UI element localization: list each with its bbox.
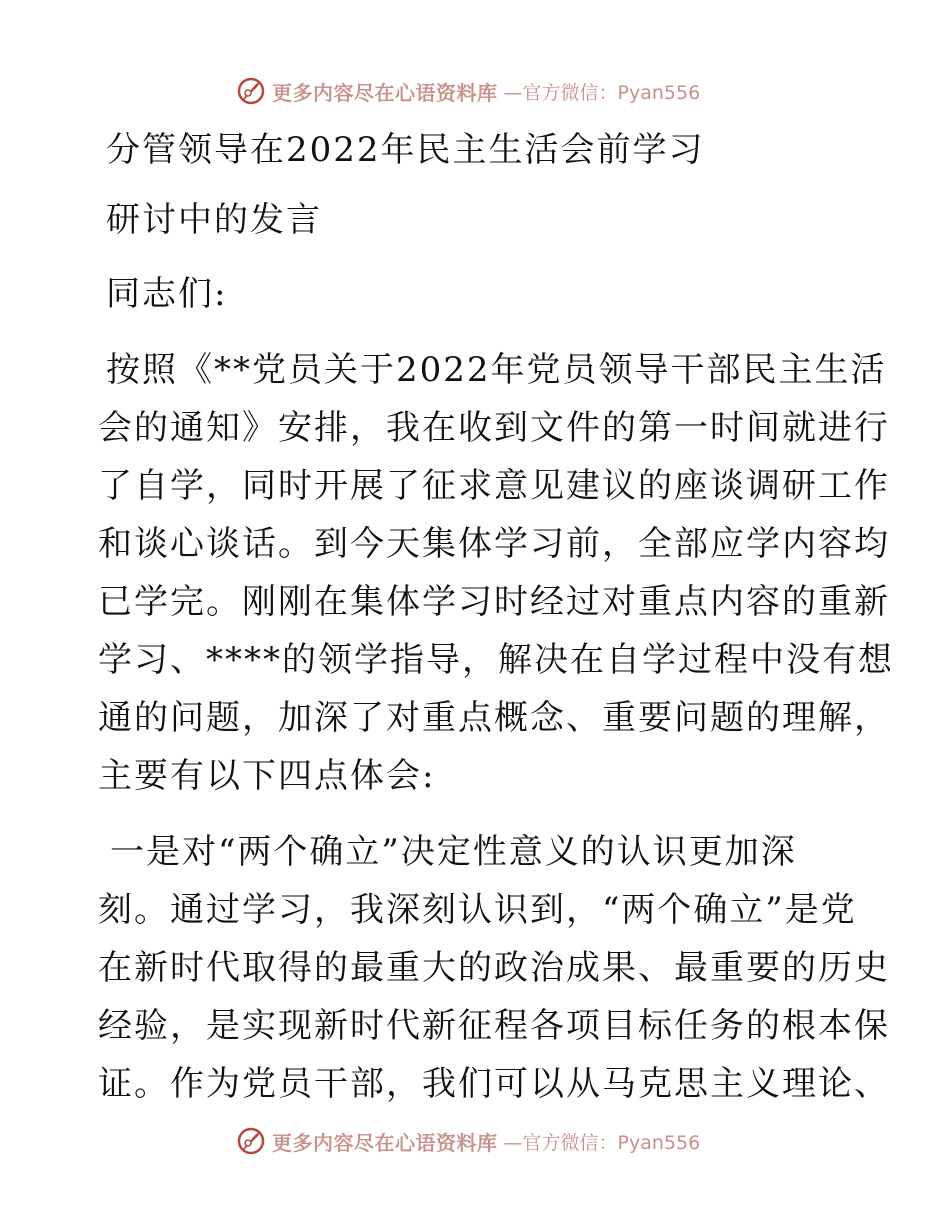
- watermark-wechat-text: —官方微信：Pyan556: [503, 1131, 701, 1154]
- watermark-main-text: 更多内容尽在心语资料库: [272, 1130, 498, 1155]
- quill-logo-icon: [236, 1126, 266, 1156]
- paragraph-1-line: 会的通知》安排，我在收到文件的第一时间就进行: [98, 408, 890, 448]
- paragraph-1-line: 通的问题，加深了对重点概念、重要问题的理解，: [98, 698, 890, 738]
- paragraph-1-line: 主要有以下四点体会:: [98, 756, 436, 796]
- watermark-main-text: 更多内容尽在心语资料库: [272, 80, 498, 105]
- quill-logo-icon: [236, 76, 266, 106]
- document-title-line-2: 研讨中的发言: [106, 200, 322, 240]
- paragraph-1-line: 学习、****的领学指导，解决在自学过程中没有想: [98, 640, 894, 680]
- paragraph-2-line: 一是对“两个确立”决定性意义的认识更加深: [110, 832, 797, 872]
- paragraph-2-line: 刻。通过学习，我深刻认识到，“两个确立”是党: [98, 890, 857, 930]
- footer-watermark: [236, 1124, 700, 1158]
- watermark-wechat-text: —官方微信：Pyan556: [503, 81, 701, 104]
- paragraph-2-line: 证。作为党员干部，我们可以从马克思主义理论、: [98, 1064, 890, 1104]
- header-watermark: [236, 74, 700, 108]
- paragraph-1-line: 已学完。刚刚在集体学习时经过对重点内容的重新: [98, 582, 890, 622]
- paragraph-1-line: 了自学，同时开展了征求意见建议的座谈调研工作: [98, 466, 890, 506]
- paragraph-2-line: 经验，是实现新时代新征程各项目标任务的根本保: [98, 1006, 890, 1046]
- paragraph-1-line: 按照《**党员关于2022年党员领导干部民主生活: [106, 350, 887, 390]
- salutation: 同志们:: [106, 274, 228, 314]
- paragraph-2-line: 在新时代取得的最重大的政治成果、最重要的历史: [98, 948, 890, 988]
- paragraph-1-line: 和谈心谈话。到今天集体学习前，全部应学内容均: [98, 524, 890, 564]
- document-title-line-1: 分管领导在2022年民主生活会前学习: [106, 130, 705, 170]
